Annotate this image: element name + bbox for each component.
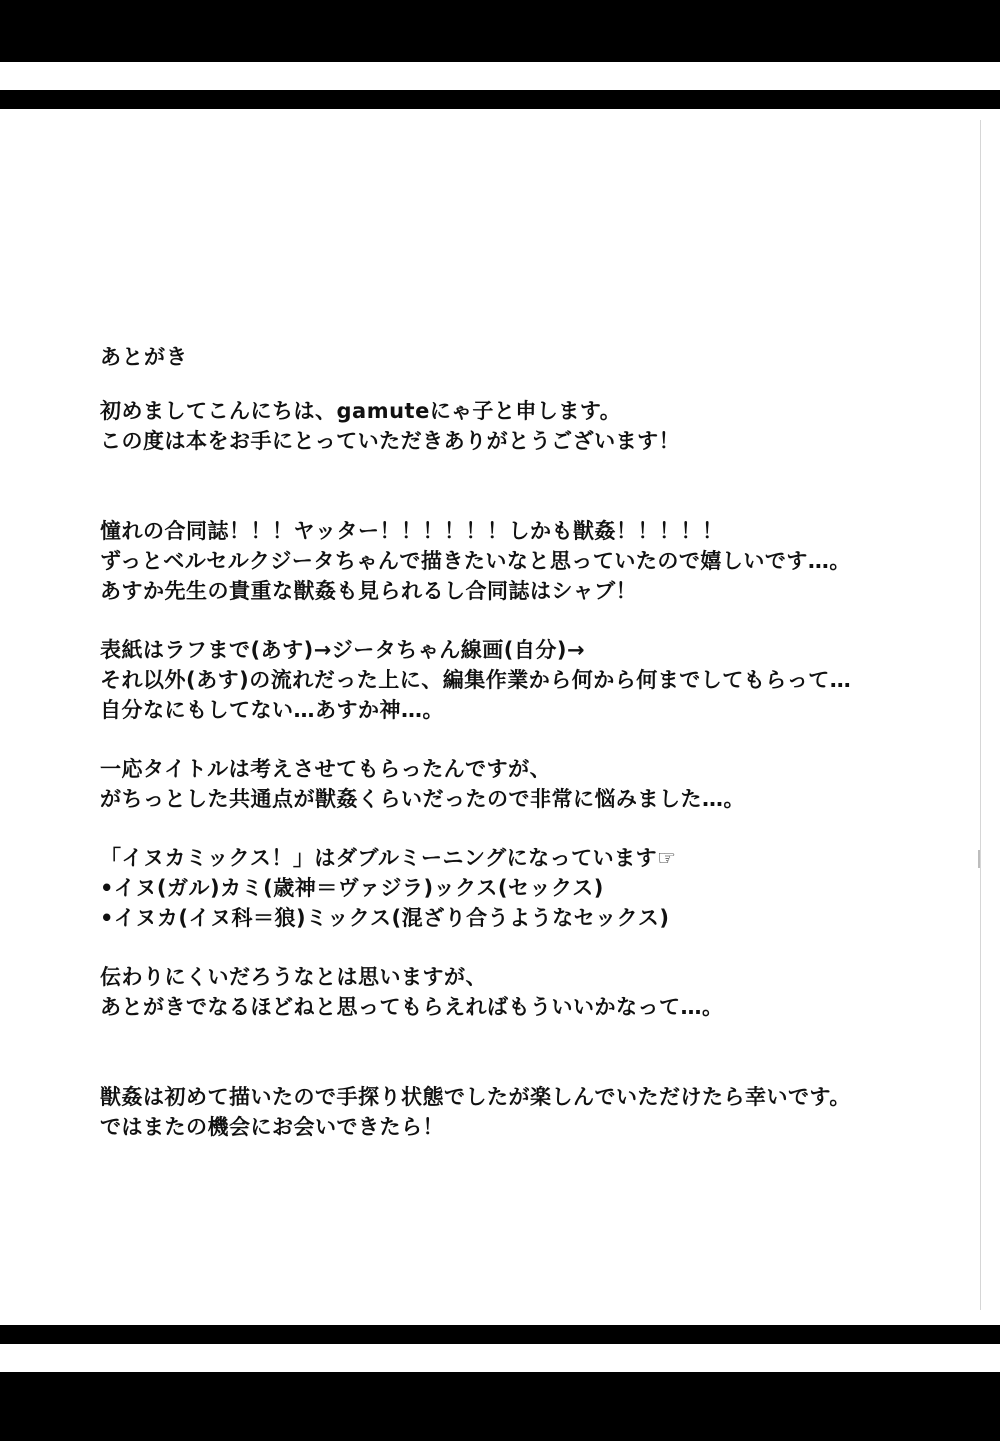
paragraph-gap xyxy=(100,814,960,843)
text-line: •イヌ(ガル)カミ(歳神＝ヴァジラ)ックス(セックス) xyxy=(100,876,604,900)
text-line: 「イヌカミックス！」はダブルミーニングになっています☞ xyxy=(100,846,677,870)
bottom-black-band xyxy=(0,1372,1000,1441)
paragraph-gap xyxy=(100,456,960,516)
top-black-band xyxy=(0,0,1000,62)
paragraph-meaning xyxy=(100,843,960,933)
page-gutter-mark xyxy=(978,850,980,868)
text-line: 一応タイトルは考えさせてもらったんですが、 xyxy=(100,757,552,781)
text-line: 表紙はラフまで(あす)→ジータちゃん線画(自分)→ xyxy=(100,638,586,662)
text-line: ではまたの機会にお会いできたら！ xyxy=(100,1115,444,1139)
text-line: それ以外(あす)の流れだった上に、編集作業から何から何までしてもらって… xyxy=(100,668,852,692)
paragraph-gap xyxy=(100,933,960,962)
text-line: 憧れの合同誌！！！ヤッター！！！！！！しかも獣姦！！！！！ xyxy=(100,519,724,543)
text-line: がちっとした共通点が獣姦くらいだったので非常に悩みました…。 xyxy=(100,787,745,811)
paragraph-greeting xyxy=(100,396,960,456)
text-line: 伝わりにくいだろうなとは思いますが、 xyxy=(100,965,487,989)
text-line: あすか先生の貴重な獣姦も見られるし合同誌はシャブ！ xyxy=(100,579,638,603)
text-line: この度は本をお手にとっていただきありがとうございます！ xyxy=(100,429,681,453)
paragraph-closing xyxy=(100,1082,960,1142)
text-line: あとがきでなるほどねと思ってもらえればもういいかなって…。 xyxy=(100,995,724,1019)
paragraph-gap xyxy=(100,1022,960,1082)
paragraph-title xyxy=(100,754,960,814)
paragraph-explanation xyxy=(100,962,960,1022)
page-gutter-line xyxy=(980,120,981,1310)
text-line: 自分なにもしてない…あすか神…。 xyxy=(100,698,444,722)
paragraph-excitement xyxy=(100,516,960,606)
top-frame-rule xyxy=(0,90,1000,109)
paragraph-gap xyxy=(100,725,960,754)
afterword-text xyxy=(100,342,960,1142)
text-line: 初めましてこんにちは、gamuteにゃ子と申します。 xyxy=(100,399,622,423)
paragraph-workflow xyxy=(100,635,960,725)
paragraph-gap xyxy=(100,606,960,635)
afterword-heading: あとがき xyxy=(100,345,188,369)
bottom-frame-rule xyxy=(0,1325,1000,1344)
text-line: ずっとベルセルクジータちゃんで描きたいなと思っていたので嬉しいです…。 xyxy=(100,549,851,573)
text-line: 獣姦は初めて描いたので手探り状態でしたが楽しんでいただけたら幸いです。 xyxy=(100,1085,851,1109)
text-line: •イヌカ(イヌ科＝狼)ミックス(混ざり合うようなセックス) xyxy=(100,906,670,930)
